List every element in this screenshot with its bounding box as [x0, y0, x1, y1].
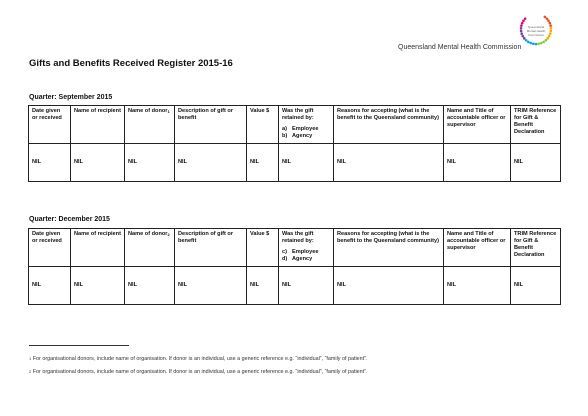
- cell-description: NIL: [175, 267, 247, 305]
- logo-dot: [535, 43, 538, 46]
- cell-reasons: NIL: [334, 267, 444, 305]
- col-officer: Name and Title of accountable officer or supervisor: [444, 229, 511, 267]
- logo-dot: [537, 42, 540, 45]
- cell-donor: NIL: [125, 267, 175, 305]
- col-description: Description of gift or benefit: [175, 229, 247, 267]
- logo-dot: [527, 41, 530, 44]
- footnote-divider: [29, 345, 129, 346]
- cell-description: NIL: [175, 144, 247, 182]
- table-row: [29, 144, 561, 182]
- logo-dot: [529, 42, 532, 45]
- cell-officer: NIL: [444, 144, 511, 182]
- col-reasons: Reasons for accepting (what is the benefit to the Queensland community): [334, 229, 444, 267]
- logo-dot: [520, 24, 523, 27]
- logo-dot: [520, 30, 523, 33]
- logo-dot: [546, 17, 549, 20]
- logo-dot: [548, 35, 551, 38]
- cell-trim: NIL: [511, 267, 561, 305]
- col-recipient: Name of recipient: [71, 106, 125, 144]
- cell-recipient: NIL: [71, 144, 125, 182]
- quarter-heading: Quarter: December 2015: [29, 216, 110, 223]
- register-table: [28, 228, 561, 305]
- logo-dot: [523, 37, 526, 40]
- col-reasons: Reasons for accepting (what is the benefit to the Queensland community): [334, 106, 444, 144]
- logo-dot: [522, 19, 525, 22]
- logo-dot: [550, 27, 553, 30]
- logo-dot: [549, 24, 552, 27]
- col-donor: Name of donor$^2$: [125, 229, 175, 267]
- logo-dot: [540, 42, 543, 45]
- cell-value: NIL: [247, 267, 279, 305]
- logo-dot: [549, 32, 552, 35]
- cell-recipient: NIL: [71, 267, 125, 305]
- footnote: $^2$ For organisational donors, include name of organisation. If donor is an individual, use a generic reference e.g. “individual”, “family of patient”.: [29, 369, 368, 375]
- table-row: [29, 267, 561, 305]
- logo-dot: [547, 19, 550, 22]
- col-officer: Name and Title of accountable officer or supervisor: [444, 106, 511, 144]
- logo-dot: [521, 22, 524, 25]
- quarter-heading: Quarter: September 2015: [29, 94, 113, 101]
- cell-retained: NIL: [279, 267, 334, 305]
- logo-dot: [546, 37, 549, 40]
- cell-date: NIL: [29, 267, 71, 305]
- logo-dot: [525, 39, 528, 42]
- logo-dot: [521, 35, 524, 38]
- col-trim: TRIM Reference for Gift & Benefit Declaration: [511, 229, 561, 267]
- page-title: Gifts and Benefits Received Register 2015-16: [29, 58, 233, 69]
- logo-text-3: Commission: [527, 33, 545, 37]
- register-table: [28, 105, 561, 182]
- footnote: $^1$ For organisational donors, include name of organisation. If donor is an individual, use a generic reference e.g. “individual”, “family of patient”.: [29, 356, 368, 362]
- logo-dot: [520, 27, 523, 30]
- cell-date: NIL: [29, 144, 71, 182]
- logo-dot: [532, 42, 535, 45]
- col-date: Date given or received: [29, 229, 71, 267]
- logo-dot: [524, 17, 527, 20]
- logo-dot: [520, 32, 523, 35]
- cell-donor: NIL: [125, 144, 175, 182]
- col-retained: Was the gift retained by: a) Employee b) Agency: [279, 106, 334, 144]
- col-recipient: Name of recipient: [71, 229, 125, 267]
- col-description: Description of gift or benefit: [175, 106, 247, 144]
- logo-text-2: Mental Health: [526, 29, 546, 33]
- col-donor: Name of donor$^1$: [125, 106, 175, 144]
- col-trim: TRIM Reference for Gift & Benefit Declaration: [511, 106, 561, 144]
- col-value: Value $: [247, 229, 279, 267]
- col-retained: Was the gift retained by: c) Employee d) Agency: [279, 229, 334, 267]
- cell-value: NIL: [247, 144, 279, 182]
- logo-dot: [544, 16, 547, 19]
- cell-officer: NIL: [444, 267, 511, 305]
- col-value: Value $: [247, 106, 279, 144]
- logo-text-1: Queensland: [527, 25, 545, 29]
- logo-dot: [545, 39, 548, 42]
- cell-retained: NIL: [279, 144, 334, 182]
- logo-dot: [550, 30, 553, 33]
- organisation-name: Queensland Mental Health Commission: [398, 44, 522, 51]
- cell-reasons: NIL: [334, 144, 444, 182]
- logo-dot: [548, 22, 551, 25]
- table-header-row: [29, 229, 561, 267]
- commission-logo: [518, 11, 554, 47]
- cell-trim: NIL: [511, 144, 561, 182]
- col-date: Date given or received: [29, 106, 71, 144]
- table-header-row: [29, 106, 561, 144]
- logo-dot: [542, 41, 545, 44]
